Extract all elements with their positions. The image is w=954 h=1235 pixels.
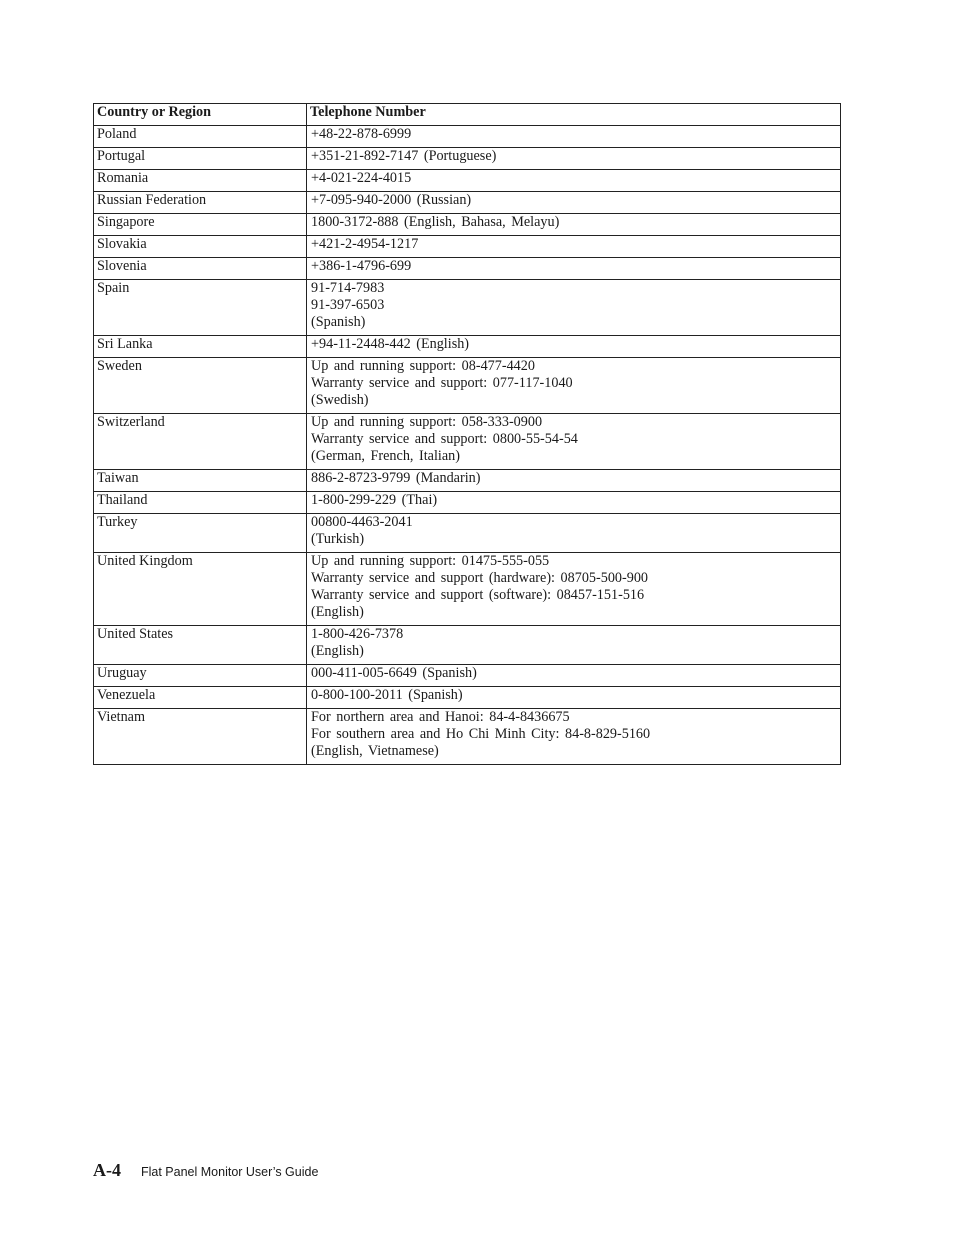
table-row	[94, 470, 841, 492]
telephone-line: Up and running support: 058-333-0900	[311, 414, 543, 430]
table-row	[94, 148, 841, 170]
telephone-line: 000-411-005-6649 (Spanish)	[311, 665, 477, 681]
table-row	[94, 665, 841, 687]
table-row	[94, 214, 841, 236]
country-cell: Venezuela	[94, 687, 307, 709]
table-row	[94, 126, 841, 148]
telephone-line: Warranty service and support (hardware): 08705-500-900	[311, 570, 649, 586]
country-cell: Portugal	[94, 148, 307, 170]
telephone-cell	[307, 280, 841, 336]
telephone-cell	[307, 358, 841, 414]
country-cell: Romania	[94, 170, 307, 192]
telephone-line: 1-800-299-229 (Thai)	[311, 492, 438, 508]
telephone-line: (Spanish)	[311, 314, 366, 330]
table-row	[94, 492, 841, 514]
country-cell: Sri Lanka	[94, 336, 307, 358]
table-header-row	[94, 104, 841, 126]
country-cell: Spain	[94, 280, 307, 336]
telephone-line: (Turkish)	[311, 531, 365, 547]
country-cell: Slovakia	[94, 236, 307, 258]
country-cell: United Kingdom	[94, 553, 307, 626]
telephone-line: 91-397-6503	[311, 297, 385, 313]
document-title: Flat Panel Monitor User’s Guide	[141, 1165, 319, 1179]
telephone-line: +421-2-4954-1217	[311, 236, 419, 252]
phone-support-table	[93, 103, 841, 765]
table-row	[94, 280, 841, 336]
telephone-line: 1-800-426-7378	[311, 626, 404, 642]
telephone-cell	[307, 665, 841, 687]
telephone-line: 0-800-100-2011 (Spanish)	[311, 687, 463, 703]
column-header-telephone: Telephone Number	[307, 104, 841, 126]
telephone-line: (English)	[311, 604, 364, 620]
table-row	[94, 258, 841, 280]
telephone-line: 1800-3172-888 (English, Bahasa, Melayu)	[311, 214, 560, 230]
telephone-line: Warranty service and support (software): 08457-151-516	[311, 587, 645, 603]
table-row	[94, 687, 841, 709]
telephone-cell	[307, 236, 841, 258]
telephone-line: +351-21-892-7147 (Portuguese)	[311, 148, 497, 164]
page-number: A-4	[93, 1160, 121, 1180]
telephone-cell	[307, 553, 841, 626]
telephone-cell	[307, 626, 841, 665]
country-cell: Poland	[94, 126, 307, 148]
telephone-line: For northern area and Hanoi: 84-4-8436675	[311, 709, 570, 725]
telephone-cell	[307, 687, 841, 709]
telephone-cell	[307, 192, 841, 214]
table-row	[94, 336, 841, 358]
telephone-cell	[307, 258, 841, 280]
country-cell: Turkey	[94, 514, 307, 553]
telephone-cell	[307, 492, 841, 514]
telephone-cell	[307, 148, 841, 170]
telephone-line: +4-021-224-4015	[311, 170, 412, 186]
country-cell: Singapore	[94, 214, 307, 236]
telephone-line: For southern area and Ho Chi Minh City: 84-8-829-5160	[311, 726, 651, 742]
telephone-line: Warranty service and support: 0800-55-54-54	[311, 431, 578, 447]
telephone-cell	[307, 470, 841, 492]
table-row	[94, 236, 841, 258]
table-row	[94, 170, 841, 192]
telephone-cell	[307, 514, 841, 553]
telephone-cell	[307, 214, 841, 236]
column-header-country: Country or Region	[94, 104, 307, 126]
telephone-cell	[307, 709, 841, 765]
telephone-cell	[307, 170, 841, 192]
telephone-line: (English)	[311, 643, 364, 659]
telephone-cell	[307, 414, 841, 470]
country-cell: Sweden	[94, 358, 307, 414]
telephone-line: (Swedish)	[311, 392, 369, 408]
table-row	[94, 626, 841, 665]
table-row	[94, 358, 841, 414]
telephone-cell	[307, 126, 841, 148]
telephone-line: +94-11-2448-442 (English)	[311, 336, 470, 352]
country-cell: Uruguay	[94, 665, 307, 687]
country-cell: Slovenia	[94, 258, 307, 280]
table-row	[94, 553, 841, 626]
telephone-line: +7-095-940-2000 (Russian)	[311, 192, 472, 208]
country-cell: Russian Federation	[94, 192, 307, 214]
telephone-line: 00800-4463-2041	[311, 514, 413, 530]
telephone-line: 886-2-8723-9799 (Mandarin)	[311, 470, 481, 486]
table-row	[94, 709, 841, 765]
table-row	[94, 414, 841, 470]
telephone-line: Up and running support: 08-477-4420	[311, 358, 535, 374]
telephone-line: Up and running support: 01475-555-055	[311, 553, 550, 569]
table-row	[94, 514, 841, 553]
table-row	[94, 192, 841, 214]
telephone-line: (English, Vietnamese)	[311, 743, 439, 759]
telephone-line: (German, French, Italian)	[311, 448, 460, 464]
country-cell: United States	[94, 626, 307, 665]
country-cell: Taiwan	[94, 470, 307, 492]
country-cell: Vietnam	[94, 709, 307, 765]
country-cell: Switzerland	[94, 414, 307, 470]
telephone-line: 91-714-7983	[311, 280, 385, 296]
telephone-line: +48-22-878-6999	[311, 126, 412, 142]
telephone-line: Warranty service and support: 077-117-1040	[311, 375, 573, 391]
telephone-line: +386-1-4796-699	[311, 258, 412, 274]
page-footer	[93, 1160, 318, 1181]
table-body	[94, 126, 841, 765]
telephone-cell	[307, 336, 841, 358]
country-cell: Thailand	[94, 492, 307, 514]
